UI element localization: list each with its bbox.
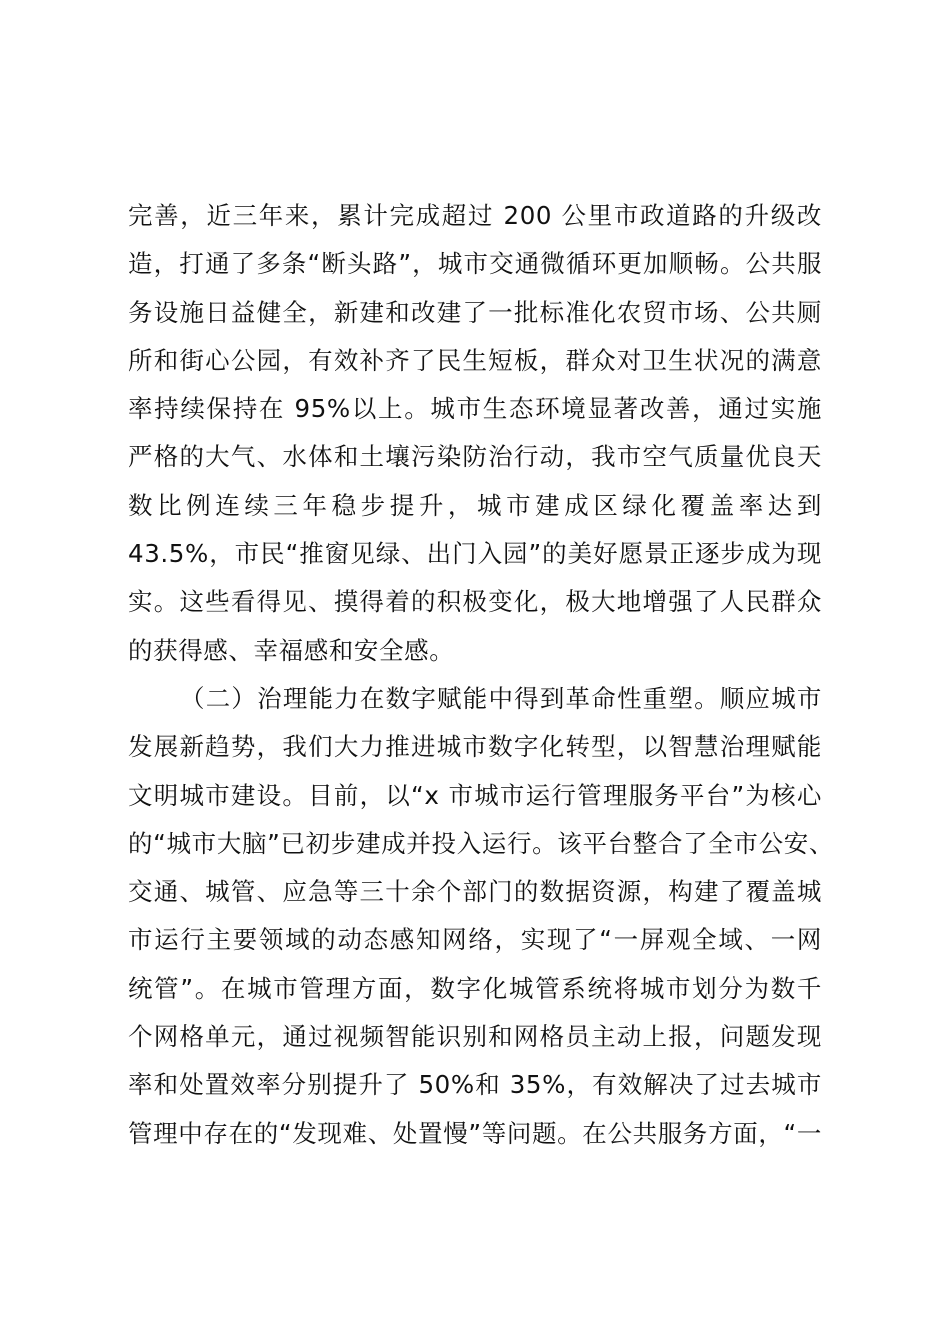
text-line: 文明城市建设。目前，以“x 市城市运行管理服务平台”为核心 (128, 780, 822, 810)
text-line-last: 的获得感、幸福感和安全感。 (128, 635, 455, 665)
text-line: 所和街心公园，有效补齐了民生短板，群众对卫生状况的满意 (128, 345, 822, 375)
text-line: 发展新趋势，我们大力推进城市数字化转型，以智慧治理赋能 (128, 732, 822, 762)
text-line: 严格的大气、水体和土壤污染防治行动，我市空气质量优良天 (128, 442, 822, 472)
text-line: 统管”。在城市管理方面，数字化城管系统将城市划分为数千 (128, 973, 822, 1003)
text-line: 数比例连续三年稳步提升，城市建成区绿化覆盖率达到 (128, 490, 822, 520)
text-line: 实。这些看得见、摸得着的积极变化，极大地增强了人民群众 (128, 587, 822, 617)
text-line: 市运行主要领域的动态感知网络，实现了“一屏观全域、一网 (128, 925, 822, 955)
text-line: 交通、城管、应急等三十余个部门的数据资源，构建了覆盖城 (128, 877, 822, 907)
section-heading-line: （二）治理能力在数字赋能中得到革命性重塑。顺应城市 (180, 683, 822, 713)
text-line: 完善，近三年来，累计完成超过 200 公里市政道路的升级改 (128, 201, 822, 230)
text-line: 务设施日益健全，新建和改建了一批标准化农贸市场、公共厕 (128, 297, 822, 327)
text-line: 率持续保持在 95%以上。城市生态环境显著改善，通过实施 (128, 394, 822, 424)
text-line: 个网格单元，通过视频智能识别和网格员主动上报，问题发现 (128, 1022, 822, 1052)
paragraph-digital-governance (128, 675, 834, 1158)
text-line: 造，打通了多条“断头路”，城市交通微循环更加顺畅。公共服 (128, 249, 822, 279)
text-line: 的“城市大脑”已初步建成并投入运行。该平台整合了全市公安、 (128, 828, 834, 858)
paragraph-urban-improvement (128, 192, 828, 675)
text-line: 率和处置效率分别提升了 50%和 35%，有效解决了过去城市 (128, 1070, 822, 1100)
text-line: 43.5%，市民“推窗见绿、出门入园”的美好愿景正逐步成为现 (128, 539, 822, 569)
document-body (128, 192, 834, 1158)
text-line: 管理中存在的“发现难、处置慢”等问题。在公共服务方面，“一 (128, 1118, 822, 1148)
